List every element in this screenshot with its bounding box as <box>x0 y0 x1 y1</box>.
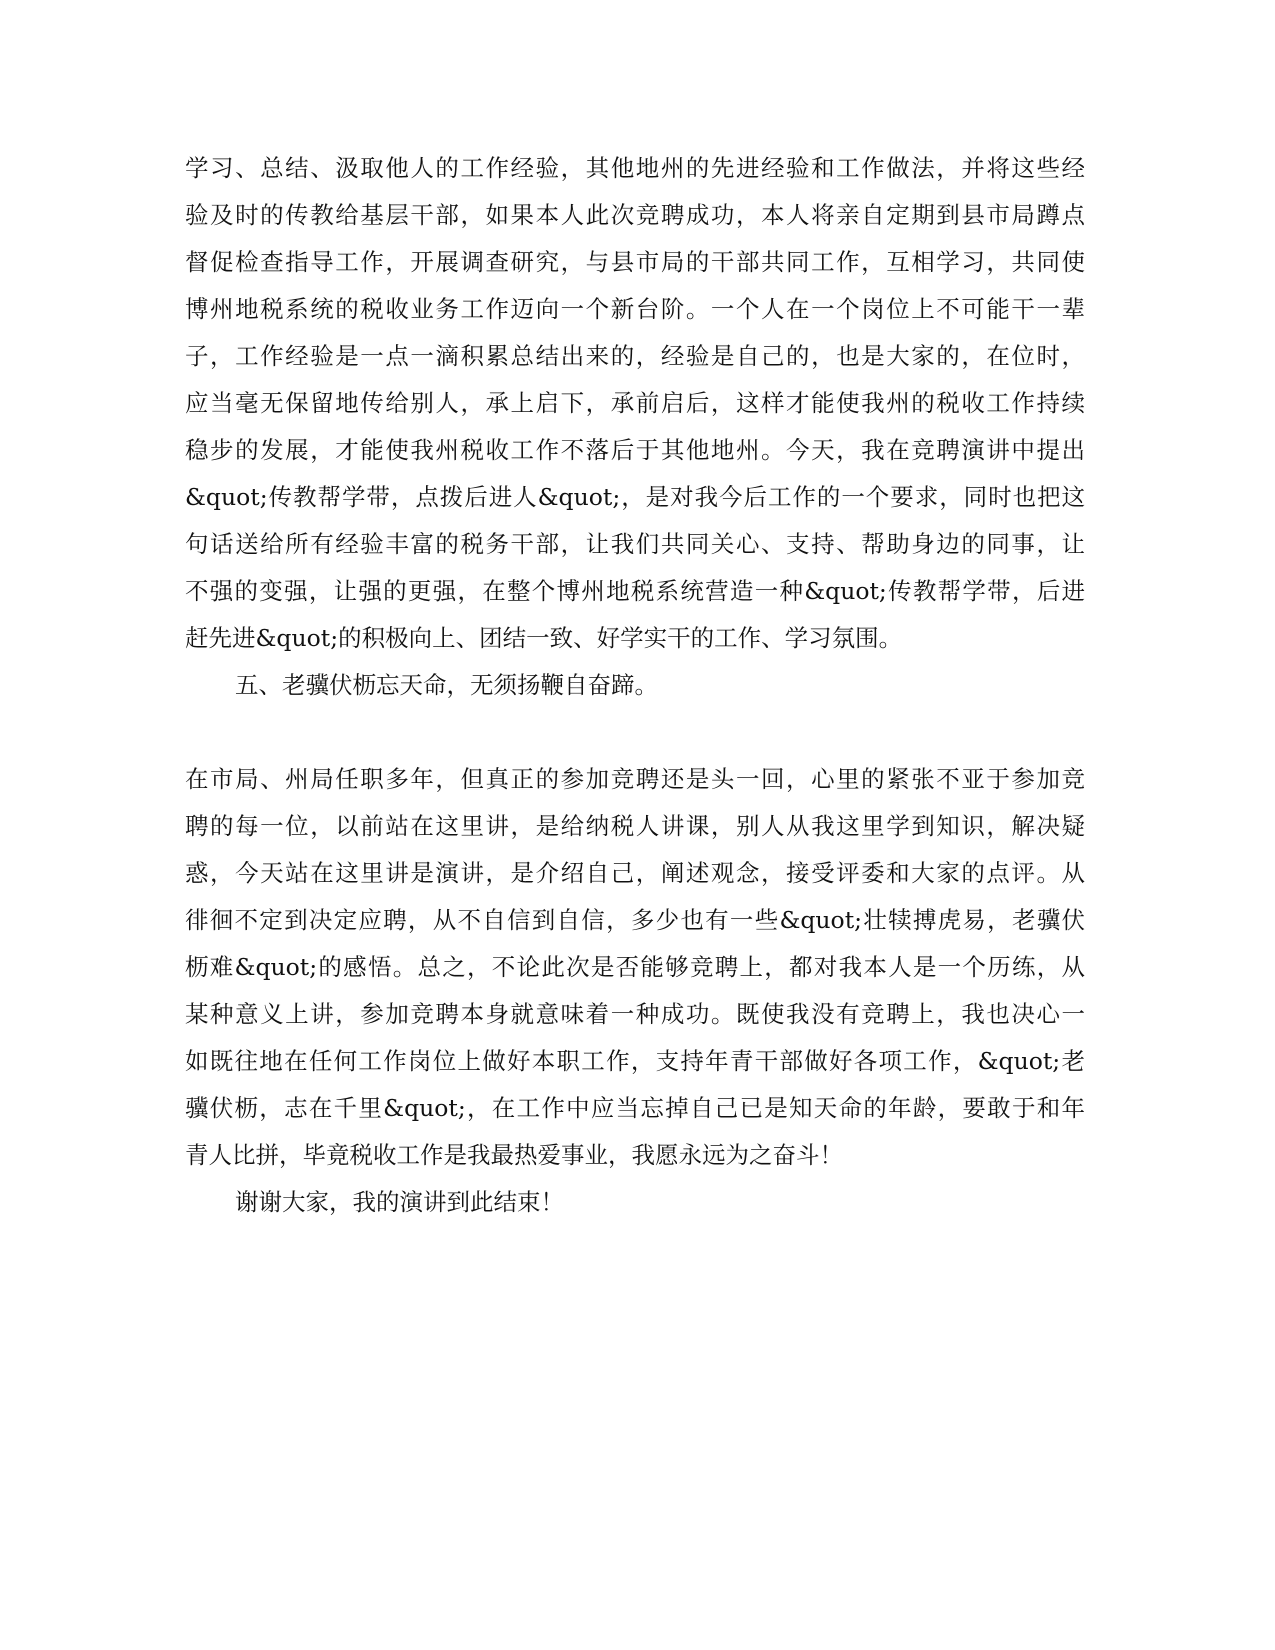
paragraph-line: 句话送给所有经验丰富的税务干部，让我们共同关心、支持、帮助身边的同事，让 <box>185 530 1085 558</box>
paragraph-line: 督促检查指导工作，开展调查研究，与县市局的干部共同工作，互相学习，共同使 <box>185 248 1085 276</box>
paragraph-line: 博州地税系统的税收业务工作迈向一个新台阶。一个人在一个岗位上不可能干一辈 <box>185 295 1085 323</box>
paragraph-line: 学习、总结、汲取他人的工作经验，其他地州的先进经验和工作做法，并将这些经 <box>185 154 1085 182</box>
paragraph-line: 不强的变强，让强的更强，在整个博州地税系统营造一种&quot;传教帮学带，后进 <box>185 577 1085 605</box>
paragraph-line: 赶先进&quot;的积极向上、团结一致、好学实干的工作、学习氛围。 <box>185 624 903 652</box>
paragraph-line: 稳步的发展，才能使我州税收工作不落后于其他地州。今天，我在竞聘演讲中提出 <box>185 436 1085 464</box>
paragraph-line: 如既往地在任何工作岗位上做好本职工作，支持年青干部做好各项工作，&quot;老 <box>185 1047 1085 1075</box>
paragraph-line: 徘徊不定到决定应聘，从不自信到自信，多少也有一些&quot;壮犊搏虎易，老骥伏 <box>185 906 1085 934</box>
paragraph-line: 枥难&quot;的感悟。总之，不论此次是否能够竞聘上，都对我本人是一个历练，从 <box>185 953 1085 981</box>
paragraph-line: 应当毫无保留地传给别人，承上启下，承前启后，这样才能使我州的税收工作持续 <box>185 389 1085 417</box>
paragraph-line: 某种意义上讲，参加竞聘本身就意味着一种成功。既使我没有竞聘上，我也决心一 <box>185 1000 1085 1028</box>
paragraph-line: 验及时的传教给基层干部，如果本人此次竞聘成功，本人将亲自定期到县市局蹲点 <box>185 201 1085 229</box>
paragraph-line: 青人比拼，毕竟税收工作是我最热爱事业，我愿永远为之奋斗！ <box>185 1141 843 1169</box>
paragraph-line: &quot;传教帮学带，点拨后进人&quot;，是对我今后工作的一个要求，同时也把这 <box>185 483 1085 511</box>
paragraph-line: 骥伏枥，志在千里&quot;，在工作中应当忘掉自己已是知天命的年龄，要敢于和年 <box>185 1094 1085 1122</box>
paragraph-line: 惑，今天站在这里讲是演讲，是介绍自己，阐述观念，接受评委和大家的点评。从 <box>185 859 1085 887</box>
paragraph-line: 聘的每一位，以前站在这里讲，是给纳税人讲课，别人从我这里学到知识，解决疑 <box>185 812 1085 840</box>
closing-line: 谢谢大家，我的演讲到此结束！ <box>235 1188 564 1216</box>
paragraph-line: 在市局、州局任职多年，但真正的参加竞聘还是头一回，心里的紧张不亚于参加竞 <box>185 765 1085 793</box>
paragraph-line: 子，工作经验是一点一滴积累总结出来的，经验是自己的，也是大家的，在位时， <box>185 342 1085 370</box>
section-heading: 五、老骥伏枥忘天命，无须扬鞭自奋蹄。 <box>235 671 658 699</box>
